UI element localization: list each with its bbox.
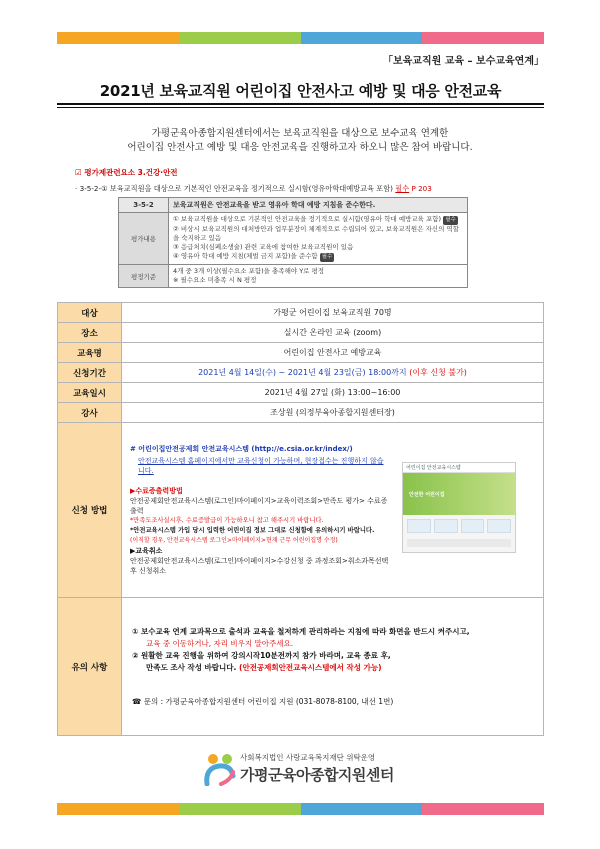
cert-heading: ▶수료증출력방법	[130, 487, 183, 495]
place-value: 실시간 온라인 교육 (zoom)	[122, 323, 544, 343]
title-rule	[57, 103, 544, 105]
notes-label: 유의 사항	[58, 598, 122, 736]
criteria-item: ② 비상시 보육교직원의 대처방안과 업무분장이 체계적으로 수립되어 있고, 보육교직원은 자신의 역할을 숙지하고 있음	[173, 225, 459, 242]
criteria-summary: 보육교직원은 안전교육을 받고 영유아 학대 예방 지침을 준수한다.	[169, 198, 468, 213]
date-value: 2021년 4월 27일 (화) 13:00~16:00	[122, 383, 544, 403]
criteria-rating-label: 평정기준	[119, 265, 169, 288]
series-tag: 「보육교직원 교육 – 보수교육연계」	[382, 56, 544, 67]
top-color-bar	[57, 32, 544, 44]
note-1b: 교육 중 이동하거나, 자리 비우지 말아주세요.	[146, 638, 294, 648]
title-rule-thin	[57, 107, 544, 108]
color-bar-segment	[179, 803, 301, 815]
note-2: ② 원활한 교육 진행을 위하여 강의시작10분전까지 참가 바라며, 교육 종료 후,	[132, 650, 391, 660]
eval-sub-text: · 3-5-2-① 보육교직원을 대상으로 기본적인 안전교육을 정기적으로 실시함(영유아학대예방교육 포함)	[75, 184, 393, 193]
bottom-color-bar	[57, 803, 544, 815]
intro-line: 가평군육아종합지원센터에서는 보육교직원을 대상으로 보수교육 연계한	[151, 128, 449, 139]
place-label: 장소	[58, 323, 122, 343]
must-label: 필수	[395, 184, 410, 193]
screenshot-row	[403, 515, 515, 537]
footer-org: 사회복지법인 사랑교육복지재단 위탁운영	[240, 753, 376, 762]
color-bar-segment	[422, 803, 544, 815]
notes	[122, 598, 544, 736]
course-label: 교육명	[58, 343, 122, 363]
criteria-table	[118, 197, 468, 288]
color-bar-segment	[301, 32, 423, 44]
rating-rule: ※ 필수요소 미충족 시 N 평정	[173, 276, 257, 284]
lecturer-value: 조상원 (의정부육아종합지원센터장)	[122, 403, 544, 423]
course-value: 어린이집 안전사고 예방교육	[122, 343, 544, 363]
system-link[interactable]: # 어린이집안전공제회 안전교육시스템 (http://e.csia.or.kr/index/)	[130, 445, 353, 453]
criteria-item: ① 보육교직원을 대상으로 기본적인 안전교육을 정기적으로 실시함(영유아 학대 예방교육 포함)	[173, 215, 442, 223]
period-note: (이후 신청 불가)	[409, 368, 467, 377]
color-bar-segment	[57, 32, 179, 44]
note-2b: 만족도 조사 작성 바랍니다.	[146, 662, 237, 672]
apply-label: 신청 방법	[58, 423, 122, 598]
intro-line: 어린이집 안전사고 예방 및 대응 안전교육을 진행하고자 하오니 많은 참여 바랍니다.	[127, 142, 473, 153]
criteria-rating	[169, 265, 468, 288]
cert-warning-3: (이직할 경우, 안전교육시스템 로그인>마이페이지>현재 근무 어린이집명 수정)	[130, 537, 338, 544]
cert-steps: 안전공제회안전교육시스템(로그인)마이페이지>교육이력조회>만족도 평가> 수료증 출력	[130, 497, 388, 515]
color-bar-segment	[57, 803, 179, 815]
period-label: 신청기간	[58, 363, 122, 383]
page-title: 2021년 보육교직원 어린이집 안전사고 예방 및 대응 안전교육	[99, 82, 502, 100]
page-ref: P 203	[411, 184, 432, 193]
center-logo-icon	[203, 750, 237, 786]
note-1: ① 보수교육 연계 교과목으로 출석과 교육을 철저하게 관리하라는 지침에 따라 화면을 반드시 켜주시고,	[132, 626, 470, 636]
must-pill: 필수	[321, 254, 333, 260]
period-text: 2021년 4월 14일(수) ~ 2021년 4월 23일(금) 18:00까지	[198, 368, 407, 377]
contact-info: ☎ 문의 : 가평군육아종합지원센터 어린이집 지원 (031-8078-8100, 내선 1번)	[132, 696, 394, 706]
criteria-item: ③ 응급처치(심폐소생술) 관련 교육에 참여한 보육교직원이 있음	[173, 243, 354, 251]
target-value: 가평군 어린이집 보육교직원 70명	[122, 303, 544, 323]
must-pill: 필수	[445, 217, 456, 223]
screenshot-footer	[407, 539, 511, 547]
color-bar-segment	[301, 803, 423, 815]
rating-rule: 4개 중 3개 이상(필수요소 포함)을 충족해야 Y로 평정	[173, 267, 325, 275]
criteria-code: 3-5-2	[119, 198, 169, 213]
cert-warning: *만족도조사실시후, 수료증발급이 가능하오니 참고 해주시기 바랍니다.	[130, 517, 324, 524]
target-label: 대상	[58, 303, 122, 323]
color-bar-segment	[422, 32, 544, 44]
criteria-item: ④ 영유아 학대 예방 지침(체벌 금지 포함)을 준수함	[173, 252, 318, 260]
screenshot-title: 어린이집 안전교육시스템	[403, 463, 515, 473]
eval-heading: ☑ 평가제관련요소 3.건강·안전	[75, 168, 178, 177]
intro-text	[60, 127, 540, 155]
period-value	[122, 363, 544, 383]
criteria-content-label: 평가내용	[119, 213, 169, 265]
lecturer-label: 강사	[58, 403, 122, 423]
eval-subline	[75, 184, 432, 194]
color-bar-segment	[179, 32, 301, 44]
cert-warning-2: *안전교육시스템 가입 당시 입력한 어린이집 정보 그대로 신청함에 유의하시기 바랍니다.	[130, 527, 375, 534]
criteria-items	[169, 213, 468, 265]
date-label: 교육일시	[58, 383, 122, 403]
screenshot-banner: 안전한 어린이집	[403, 473, 515, 515]
cancel-steps: 안전공제회안전교육시스템(로그인)마이페이지>수강신청 중 과정조회>취소과목선택 후 신청취소	[130, 557, 389, 575]
website-screenshot	[402, 462, 516, 553]
cancel-heading: ▶교육취소	[130, 547, 163, 555]
footer-name: 가평군육아종합지원센터	[240, 766, 394, 784]
system-note: 안전교육시스템 홈페이지에서만 교육신청이 가능하며, 현장접수는 진행하지 않습니다.	[138, 457, 384, 475]
note-2c: (안전공제회안전교육시스템에서 작성 가능)	[239, 662, 382, 672]
